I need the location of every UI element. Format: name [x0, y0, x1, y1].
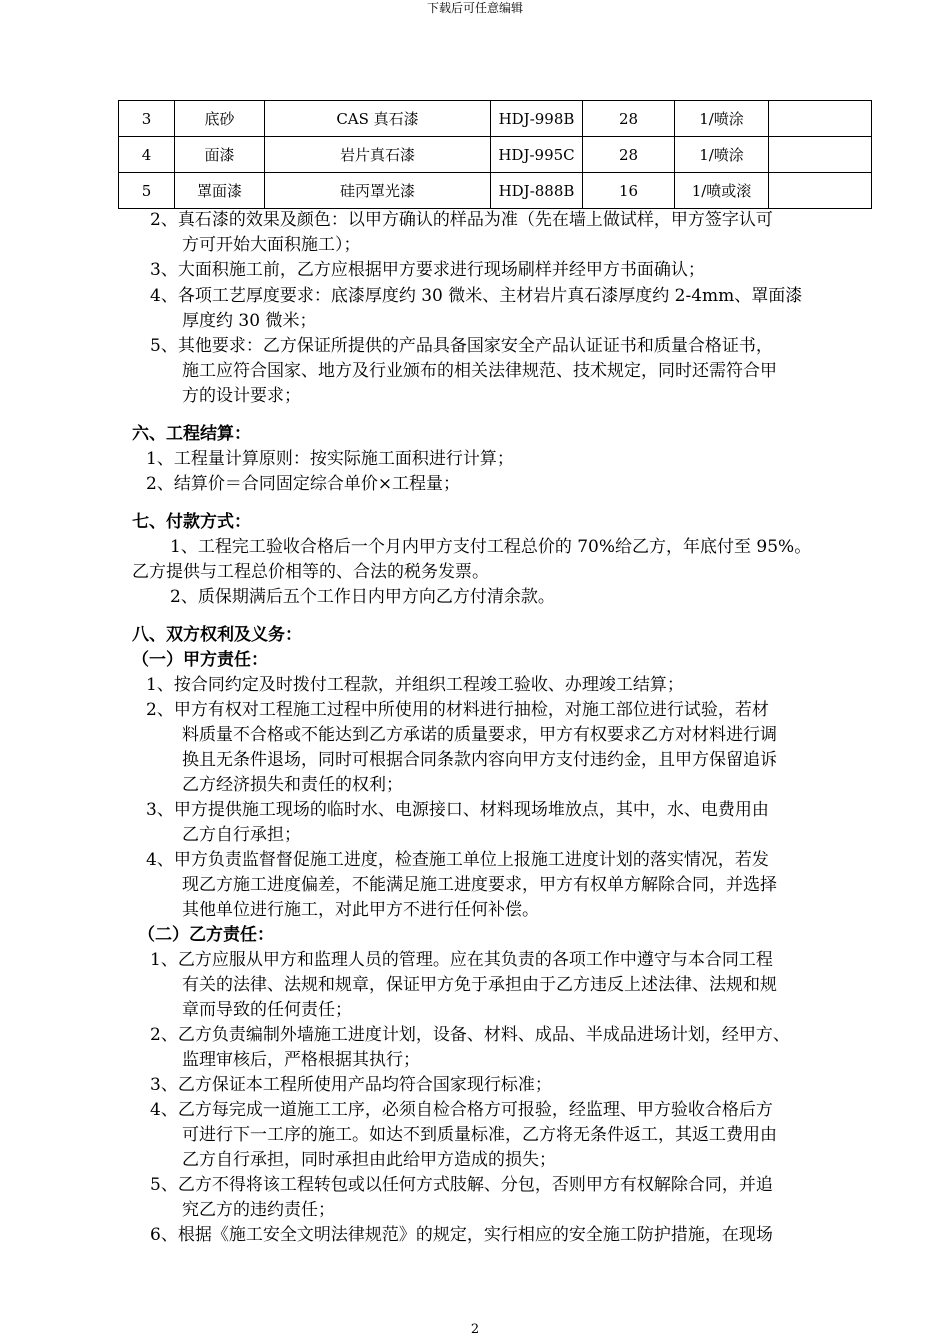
table-cell: [769, 173, 872, 209]
clause-b-2-line1: 2、乙方负责编制外墙施工进度计划，设备、材料、成品、半成品进场计划，经甲方、: [150, 1025, 790, 1045]
table-cell: HDJ-888B: [491, 173, 583, 209]
clause-b-5-line2: 究乙方的违约责任；: [182, 1200, 335, 1220]
clause-b-6-line1: 6、根据《施工安全文明法律规范》的规定，实行相应的安全施工防护措施，在现场: [150, 1225, 773, 1245]
table-cell: HDJ-995C: [491, 137, 583, 173]
table-cell: 硅丙罩光漆: [265, 173, 491, 209]
clause-a-4-line2: 现乙方施工进度偏差，不能满足施工进度要求，甲方有权单方解除合同，并选择: [182, 875, 777, 895]
table-row: [119, 137, 872, 173]
table-cell: 28: [583, 101, 675, 137]
table-cell: 1/喷或滚: [675, 173, 769, 209]
clause-a-2-line4: 乙方经济损失和责任的权利；: [182, 775, 403, 795]
clause-7-1-line2: 乙方提供与工程总价相等的、合法的税务发票。: [132, 562, 489, 582]
clause-5-4-line2: 厚度约 30 微米；: [182, 311, 317, 331]
table-cell: 岩片真石漆: [265, 137, 491, 173]
table-cell: [769, 137, 872, 173]
clause-a-3-line1: 3、甲方提供施工现场的临时水、电源接口、材料现场堆放点，其中，水、电费用由: [146, 800, 769, 820]
download-note: 下载后可任意编辑: [426, 1, 523, 15]
table-cell: 4: [119, 137, 175, 173]
clause-b-3: 3、乙方保证本工程所使用产品均符合国家现行标准；: [150, 1075, 552, 1095]
clause-a-4-line3: 其他单位进行施工，对此甲方不进行任何补偿。: [182, 900, 539, 920]
clause-7-1-line1: 1、工程完工验收合格后一个月内甲方支付工程总价的 70%给乙方，年底付至 95%。: [170, 537, 812, 557]
table-cell: 16: [583, 173, 675, 209]
clause-b-1-line3: 章而导致的任何责任；: [182, 1000, 352, 1020]
table-cell: 1/喷涂: [675, 101, 769, 137]
table-cell: 3: [119, 101, 175, 137]
clause-a-2-line3: 换且无条件退场，同时可根据合同条款内容向甲方支付违约金，且甲方保留追诉: [182, 750, 777, 770]
clause-5-5-line2: 施工应符合国家、地方及行业颁布的相关法律规范、技术规定，同时还需符合甲: [182, 361, 777, 381]
party-a-heading: （一）甲方责任：: [132, 650, 268, 670]
clause-5-2-line2: 方可开始大面积施工）；: [182, 235, 361, 255]
section-7-heading: 七、付款方式：: [132, 512, 251, 532]
clause-5-3: 3、大面积施工前，乙方应根据甲方要求进行现场刷样并经甲方书面确认；: [150, 260, 705, 280]
clause-7-2: 2、质保期满后五个工作日内甲方向乙方付清余款。: [170, 587, 555, 607]
table-cell: 28: [583, 137, 675, 173]
clause-b-4-line1: 4、乙方每完成一道施工工序，必须自检合格方可报验，经监理、甲方验收合格后方: [150, 1100, 773, 1120]
table-row: [119, 173, 872, 209]
table-cell: 1/喷涂: [675, 137, 769, 173]
page-number: 2: [470, 1322, 480, 1337]
table-cell: CAS 真石漆: [265, 101, 491, 137]
clause-a-2-line1: 2、甲方有权对工程施工过程中所使用的材料进行抽检，对施工部位进行试验，若材: [146, 700, 769, 720]
table-cell: 5: [119, 173, 175, 209]
clause-5-2-line1: 2、真石漆的效果及颜色：以甲方确认的样品为准（先在墙上做试样，甲方签字认可: [150, 210, 773, 230]
clause-a-4-line1: 4、甲方负责监督督促施工进度，检查施工单位上报施工进度计划的落实情况，若发: [146, 850, 769, 870]
clause-6-1: 1、工程量计算原则：按实际施工面积进行计算；: [146, 449, 514, 469]
clause-b-1-line1: 1、乙方应服从甲方和监理人员的管理。应在其负责的各项工作中遵守与本合同工程: [150, 950, 773, 970]
clause-5-4-line1: 4、各项工艺厚度要求：底漆厚度约 30 微米、主材岩片真石漆厚度约 2-4mm、罩面漆: [150, 286, 803, 306]
clause-b-1-line2: 有关的法律、法规和规章，保证甲方免于承担由于乙方违反上述法律、法规和规: [182, 975, 777, 995]
clause-5-5-line1: 5、其他要求：乙方保证所提供的产品具备国家安全产品认证证书和质量合格证书，: [150, 336, 773, 356]
materials-table: [118, 100, 872, 209]
party-b-heading: （二）乙方责任：: [138, 925, 274, 945]
table-cell: 面漆: [175, 137, 265, 173]
section-6-heading: 六、工程结算：: [132, 424, 251, 444]
table-cell: [769, 101, 872, 137]
table-cell: 罩面漆: [175, 173, 265, 209]
clause-a-3-line2: 乙方自行承担；: [182, 825, 301, 845]
clause-b-2-line2: 监理审核后，严格根据其执行；: [182, 1050, 420, 1070]
clause-b-5-line1: 5、乙方不得将该工程转包或以任何方式肢解、分包，否则甲方有权解除合同，并追: [150, 1175, 773, 1195]
clause-6-2: 2、结算价＝合同固定综合单价×工程量；: [146, 474, 461, 494]
clause-b-4-line2: 可进行下一工序的施工。如达不到质量标准，乙方将无条件返工，其返工费用由: [182, 1125, 777, 1145]
clause-a-1: 1、按合同约定及时拨付工程款，并组织工程竣工验收、办理竣工结算；: [146, 675, 684, 695]
clause-5-5-line3: 方的设计要求；: [182, 386, 301, 406]
table-row: [119, 101, 872, 137]
section-8-heading: 八、双方权利及义务：: [132, 625, 302, 645]
clause-a-2-line2: 料质量不合格或不能达到乙方承诺的质量要求，甲方有权要求乙方对材料进行调: [182, 725, 777, 745]
clause-b-4-line3: 乙方自行承担，同时承担由此给甲方造成的损失；: [182, 1150, 556, 1170]
table-cell: HDJ-998B: [491, 101, 583, 137]
table-cell: 底砂: [175, 101, 265, 137]
